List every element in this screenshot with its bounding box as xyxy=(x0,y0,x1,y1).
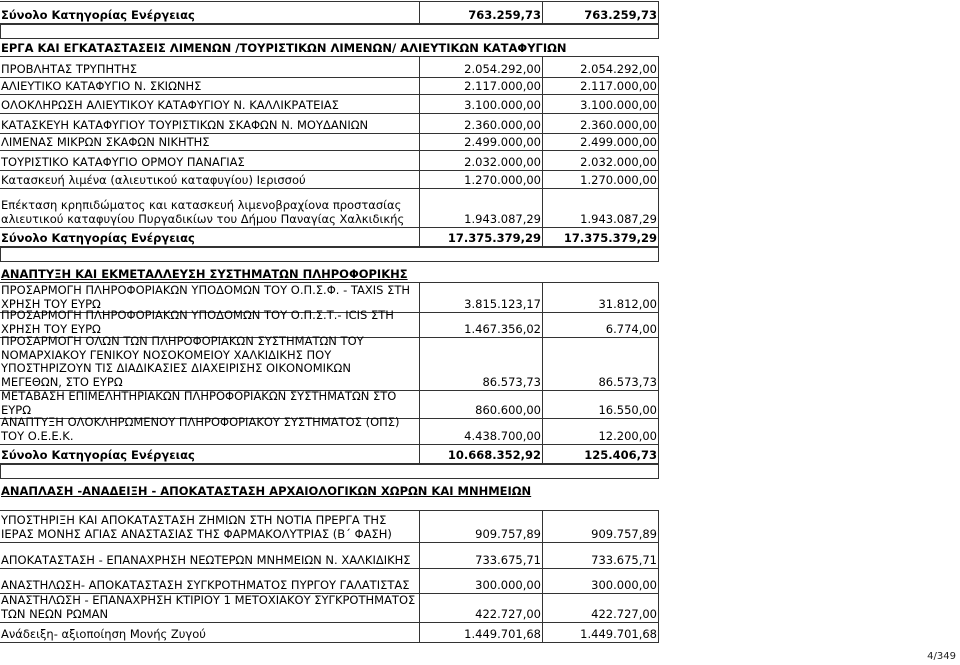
amount-b: 763.259,73 xyxy=(584,7,657,22)
table-row xyxy=(0,95,659,114)
blank-row xyxy=(0,24,659,39)
amount-a: 2.032.000,00 xyxy=(464,154,541,169)
amount-a: 909.757,89 xyxy=(475,526,541,541)
section-title: ΑΝΑΠΤΥΞΗ ΚΑΙ ΕΚΜΕΤΑΛΛΕΥΣΗ ΣΥΣΤΗΜΑΤΩΝ ΠΛΗΡΟΦΟΡΙΚΗΣ xyxy=(1,266,408,281)
amount-b: 125.406,73 xyxy=(584,447,657,462)
amount-a: 3.815.123,17 xyxy=(464,296,541,311)
amount-a: 3.100.000,00 xyxy=(464,97,541,112)
row-label: ΚΑΤΑΣΚΕΥΗ ΚΑΤΑΦΥΓΙΟΥ ΤΟΥΡΙΣΤΙΚΩΝ ΣΚΑΦΩΝ Ν. ΜΟΥΔΑΝΙΩΝ xyxy=(1,117,369,132)
amount-a: 2.054.292,00 xyxy=(464,61,541,76)
table-row xyxy=(0,151,659,171)
table-row xyxy=(0,189,659,228)
blank-row xyxy=(0,464,659,479)
amount-b: 2.117.000,00 xyxy=(580,78,657,93)
amount-b: 6.774,00 xyxy=(605,321,657,336)
row-label: ΟΛΟΚΛΗΡΩΣΗ ΑΛΙΕΥΤΙΚΟΥ ΚΑΤΑΦΥΓΙΟΥ Ν. ΚΑΛΛΙΚΡΑΤΕΙΑΣ xyxy=(1,97,339,112)
page-number: 4/349 xyxy=(927,651,956,662)
table-row xyxy=(0,510,659,543)
row-label: ΤΟΥΡΙΣΤΙΚΟ ΚΑΤΑΦΥΓΙΟ ΟΡΜΟΥ ΠΑΝΑΓΙΑΣ xyxy=(1,154,245,169)
amount-a: 422.727,00 xyxy=(475,606,541,621)
row-label: ΜΕΤΑΒΑΣΗ ΕΠΙΜΕΛΗΤΗΡΙΑΚΩΝ ΠΛΗΡΟΦΟΡΙΑΚΩΝ ΣΥΣΤΗΜΑΤΩΝ ΣΤΟ ΕΥΡΩ xyxy=(1,389,397,417)
row-label: Επέκταση κρηπιδώματος και κατασκευή λιμενοβραχίονα προστασίας αλιευτικού καταφυγίου Πυργαδικίων του Δήμου Παναγίας Χαλκιδικής xyxy=(1,198,405,226)
amount-a: 1.270.000,00 xyxy=(464,172,541,187)
category-total-row xyxy=(0,1,659,24)
row-label: ΑΠΟΚΑΤΑΣΤΑΣΗ - ΕΠΑΝΑΧΡΗΣΗ ΝΕΩΤΕΡΩΝ ΜΝΗΜΕΙΩΝ Ν. ΧΑΛΚΙΔΙΚΗΣ xyxy=(1,552,411,567)
amount-b: 1.449.701,68 xyxy=(580,626,657,641)
amount-b: 16.550,00 xyxy=(598,402,657,417)
amount-a: 860.600,00 xyxy=(475,402,541,417)
amount-b: 733.675,71 xyxy=(591,552,657,567)
amount-b: 2.499.000,00 xyxy=(580,134,657,149)
amount-b: 3.100.000,00 xyxy=(580,97,657,112)
amount-b: 2.054.292,00 xyxy=(580,61,657,76)
amount-b: 17.375.379,29 xyxy=(563,230,657,245)
table-row xyxy=(0,594,659,623)
row-label: ΑΝΑΣΤΗΛΩΣΗ - ΕΠΑΝΑΧΡΗΣΗ ΚΤΙΡΙΟΥ 1 ΜΕΤΟΧΙΑΚΟΥ ΣΥΓΚΡΟΤΗΜΑΤΟΣ ΤΩΝ ΝΕΩΝ ΡΩΜΑΝ xyxy=(1,593,416,621)
table-row xyxy=(0,78,659,95)
table-row xyxy=(0,569,659,594)
amount-a: 2.117.000,00 xyxy=(464,78,541,93)
amount-a: 733.675,71 xyxy=(475,552,541,567)
amount-a: 300.000,00 xyxy=(475,577,541,592)
amount-b: 2.032.000,00 xyxy=(580,154,657,169)
amount-b: 12.200,00 xyxy=(598,428,657,443)
row-label: ΑΛΙΕΥΤΙΚΟ ΚΑΤΑΦΥΓΙΟ Ν. ΣΚΙΩΝΗΣ xyxy=(1,78,202,93)
amount-b: 86.573,73 xyxy=(598,374,657,389)
row-label: Σύνολο Κατηγορίας Ενέργειας xyxy=(1,447,195,462)
table-row xyxy=(0,415,659,445)
amount-a: 1.943.087,29 xyxy=(464,211,541,226)
table-row xyxy=(0,334,659,391)
amount-b: 422.727,00 xyxy=(591,606,657,621)
amount-b: 909.757,89 xyxy=(591,526,657,541)
row-label: ΠΡΟΣΑΡΜΟΓΗ ΠΛΗΡΟΦΟΡΙΑΚΩΝ ΥΠΟΔΟΜΩΝ ΤΟΥ Ο.Π.Σ.Τ.- ICIS ΣΤΗ ΧΡΗΣΗ ΤΟΥ ΕΥΡΩ xyxy=(1,308,394,336)
table-row xyxy=(0,56,659,78)
amount-a: 1.449.701,68 xyxy=(464,626,541,641)
amount-b: 1.943.087,29 xyxy=(580,211,657,226)
amount-a: 10.668.352,92 xyxy=(447,447,541,462)
amount-a: 2.360.000,00 xyxy=(464,117,541,132)
amount-a: 763.259,73 xyxy=(468,7,541,22)
amount-a: 17.375.379,29 xyxy=(447,230,541,245)
amount-b: 1.270.000,00 xyxy=(580,172,657,187)
table-row xyxy=(0,543,659,569)
row-label: Σύνολο Κατηγορίας Ενέργειας xyxy=(1,7,195,22)
amount-a: 86.573,73 xyxy=(482,374,541,389)
amount-b: 300.000,00 xyxy=(591,577,657,592)
table-row xyxy=(0,114,659,134)
section-title: ΕΡΓΑ ΚΑΙ ΕΓΚΑΤΑΣΤΑΣΕΙΣ ΛΙΜΕΝΩΝ /ΤΟΥΡΙΣΤΙΚΩΝ ΛΙΜΕΝΩΝ/ ΑΛΙΕΥΤΙΚΩΝ ΚΑΤΑΦΥΓΙΩΝ xyxy=(1,40,567,55)
row-label: ΠΡΟΣΑΡΜΟΓΗ ΟΛΩΝ ΤΩΝ ΠΛΗΡΟΦΟΡΙΑΚΩΝ ΣΥΣΤΗΜΑΤΩΝ ΤΟΥ ΝΟΜΑΡΧΙΑΚΟΥ ΓΕΝΙΚΟΥ ΝΟΣΟΚΟΜΕΙΟΥ ΧΑΛΚΙΔΙΚΗΣ ΠΟΥ ΥΠΟΣΤΗΡΙΖΟΥΝ ΤΙΣ ΔΙΑΔΙΚΑΣΙΕΣ ΔΙΑΧΕΙΡΙΣΗΣ ΟΙΚΟΝΟΜΙΚΩΝ ΜΕΓΕΘΩΝ, ΣΤΟ ΕΥΡΩ xyxy=(1,334,364,389)
section-heading xyxy=(0,479,659,499)
blank-row xyxy=(0,247,659,262)
section-heading xyxy=(0,262,659,282)
amount-b: 31.812,00 xyxy=(598,296,657,311)
section-title: ΑΝΑΠΛΑΣΗ -ΑΝΑΔΕΙΞΗ - ΑΠΟΚΑΤΑΣΤΑΣΗ ΑΡΧΑΙΟΛΟΓΙΚΩΝ ΧΩΡΩΝ ΚΑΙ ΜΝΗΜΕΙΩΝ xyxy=(1,483,532,498)
row-label: ΥΠΟΣΤΗΡΙΞΗ ΚΑΙ ΑΠΟΚΑΤΑΣΤΑΣΗ ΖΗΜΙΩΝ ΣΤΗ ΝΟΤΙΑ ΠΡΕΡΓΑ ΤΗΣ ΙΕΡΑΣ ΜΟΝΗΣ ΑΓΙΑΣ ΑΝΑΣΤΑΣΙΑΣ ΤΗΣ ΦΑΡΜΑΚΟΛΥΤΡΙΑΣ (Β΄ ΦΑΣΗ) xyxy=(1,513,392,541)
amount-b: 2.360.000,00 xyxy=(580,117,657,132)
row-label: Σύνολο Κατηγορίας Ενέργειας xyxy=(1,230,195,245)
table-row xyxy=(0,623,659,643)
row-label: ΑΝΑΣΤΗΛΩΣΗ- ΑΠΟΚΑΤΑΣΤΑΣΗ ΣΥΓΚΡΟΤΗΜΑΤΟΣ ΠΥΡΓΟΥ ΓΑΛΑΤΙΣΤΑΣ xyxy=(1,577,410,592)
row-label: ΠΡΟΣΑΡΜΟΓΗ ΠΛΗΡΟΦΟΡΙΑΚΩΝ ΥΠΟΔΟΜΩΝ ΤΟΥ Ο.Π.Σ.Φ. - TAXIS ΣΤΗ ΧΡΗΣΗ ΤΟΥ ΕΥΡΩ xyxy=(1,283,411,311)
row-label: ΠΡΟΒΛΗΤΑΣ ΤΡΥΠΗΤΗΣ xyxy=(1,61,138,76)
row-label: Κατασκευή λιμένα (αλιευτικού καταφυγίου) Ιερισσού xyxy=(1,172,306,187)
table-row xyxy=(0,171,659,189)
section-heading xyxy=(0,39,659,56)
amount-a: 4.438.700,00 xyxy=(464,428,541,443)
row-label: ΛΙΜΕΝΑΣ ΜΙΚΡΩΝ ΣΚΑΦΩΝ ΝΙΚΗΤΗΣ xyxy=(1,134,210,149)
row-label: Ανάδειξη- αξιοποίηση Μονής Ζυγού xyxy=(1,626,206,641)
category-total-row xyxy=(0,228,659,247)
table-row xyxy=(0,134,659,151)
category-total-row xyxy=(0,445,659,464)
amount-a: 1.467.356,02 xyxy=(464,321,541,336)
amount-a: 2.499.000,00 xyxy=(464,134,541,149)
row-label: ΑΝΑΠΤΥΞΗ ΟΛΟΚΛΗΡΩΜΕΝΟΥ ΠΛΗΡΟΦΟΡΙΑΚΟΥ ΣΥΣΤΗΜΑΤΟΣ (ΟΠΣ) ΤΟΥ Ο.Ε.Ε.Κ. xyxy=(1,415,400,443)
